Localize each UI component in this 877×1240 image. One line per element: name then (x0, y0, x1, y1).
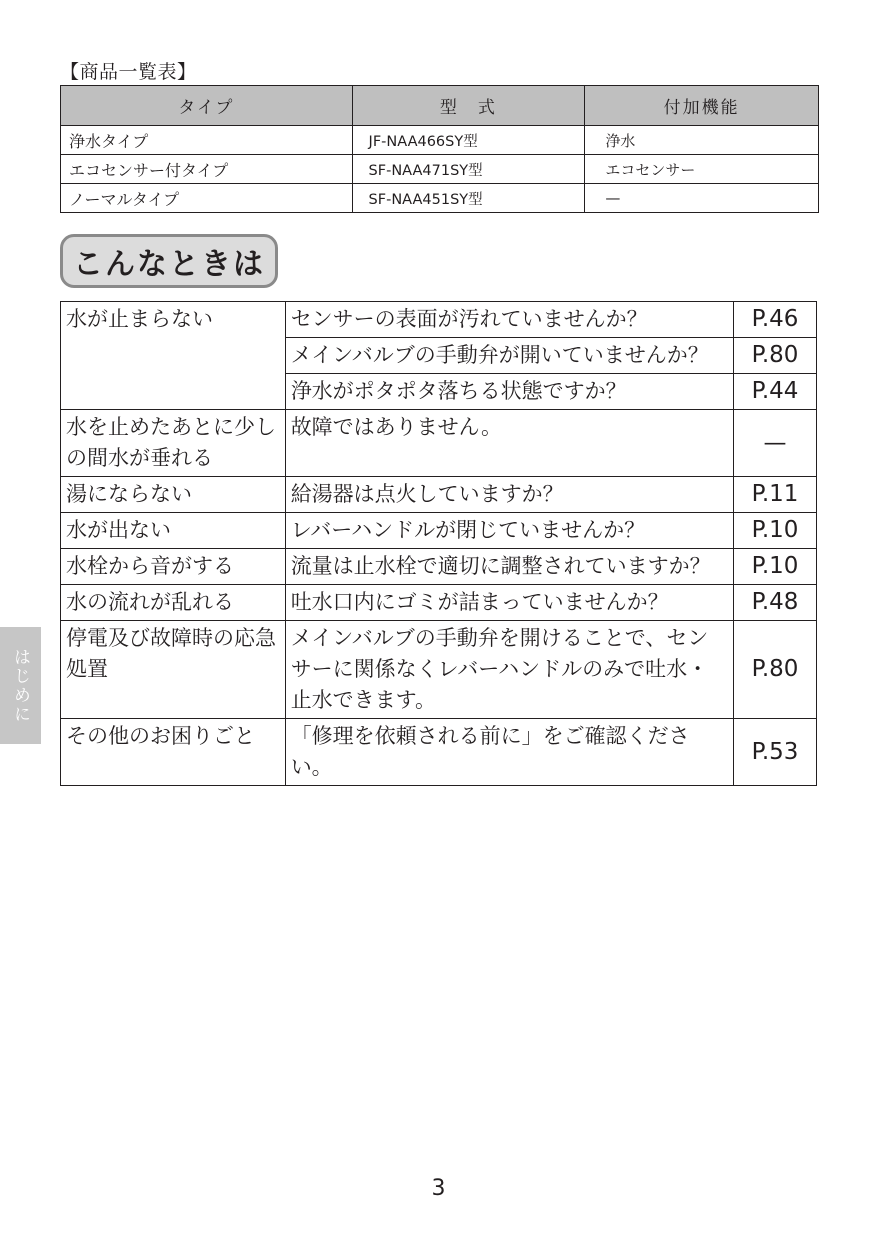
page-ref: P.10 (734, 513, 817, 549)
symptom-cell: 水が出ない (61, 513, 286, 549)
page-ref: P.10 (734, 549, 817, 585)
page-ref: — (734, 410, 817, 477)
product-type: ノーマルタイプ (61, 184, 353, 213)
check-cell: メインバルブの手動弁を開けることで、センサーに関係なくレバーハンドルのみで吐水・止水できます。 (285, 621, 733, 719)
check-cell: 吐水口内にゴミが詰まっていませんか？ (285, 585, 733, 621)
check-cell: メインバルブの手動弁が開いていませんか？ (285, 338, 733, 374)
trouble-row (61, 549, 817, 585)
product-type: エコセンサー付タイプ (61, 155, 353, 184)
product-table-header (61, 86, 819, 126)
page-number: 3 (431, 1176, 446, 1201)
check-cell: 「修理を依頼される前に」をご確認ください。 (285, 719, 733, 786)
trouble-row (61, 621, 817, 719)
page-ref: P.44 (734, 374, 817, 410)
trouble-row (61, 719, 817, 786)
product-row (61, 126, 819, 155)
product-list-table (60, 85, 819, 213)
trouble-row (61, 477, 817, 513)
symptom-cell: 停電及び故障時の応急処置 (61, 621, 286, 719)
symptom-cell: 水栓から音がする (61, 549, 286, 585)
product-row (61, 155, 819, 184)
trouble-row (61, 302, 817, 338)
product-feature: — (585, 184, 819, 213)
page-ref: P.48 (734, 585, 817, 621)
product-model: JF-NAA466SY型 (352, 126, 585, 155)
product-feature: エコセンサー (585, 155, 819, 184)
product-row (61, 184, 819, 213)
check-cell: センサーの表面が汚れていませんか？ (285, 302, 733, 338)
side-tab-label: はじめに (10, 647, 30, 724)
trouble-row (61, 513, 817, 549)
page-ref: P.53 (734, 719, 817, 786)
check-cell: 給湯器は点火していますか？ (285, 477, 733, 513)
page-ref: P.80 (734, 621, 817, 719)
check-cell: 流量は止水栓で適切に調整されていますか？ (285, 549, 733, 585)
trouble-row (61, 410, 817, 477)
product-feature: 浄水 (585, 126, 819, 155)
header-feature: 付加機能 (585, 86, 819, 126)
product-type: 浄水タイプ (61, 126, 353, 155)
troubleshooting-table (60, 301, 817, 786)
symptom-cell: 水を止めたあとに少しの間水が垂れる (61, 410, 286, 477)
symptom-cell: 水の流れが乱れる (61, 585, 286, 621)
trouble-row (61, 585, 817, 621)
section-title: こんなときは (60, 234, 278, 288)
page-ref: P.46 (734, 302, 817, 338)
side-tab-introduction[interactable] (0, 627, 41, 744)
check-cell: レバーハンドルが閉じていませんか？ (285, 513, 733, 549)
check-cell: 浄水がポタポタ落ちる状態ですか？ (285, 374, 733, 410)
header-model: 型 式 (352, 86, 585, 126)
product-list-label: 【商品一覧表】 (60, 61, 197, 83)
symptom-cell: 水が止まらない (61, 302, 286, 410)
product-model: SF-NAA471SY型 (352, 155, 585, 184)
page-ref: P.80 (734, 338, 817, 374)
symptom-cell: 湯にならない (61, 477, 286, 513)
product-model: SF-NAA451SY型 (352, 184, 585, 213)
check-cell: 故障ではありません。 (285, 410, 733, 477)
page-ref: P.11 (734, 477, 817, 513)
symptom-cell: その他のお困りごと (61, 719, 286, 786)
header-type: タイプ (61, 86, 353, 126)
